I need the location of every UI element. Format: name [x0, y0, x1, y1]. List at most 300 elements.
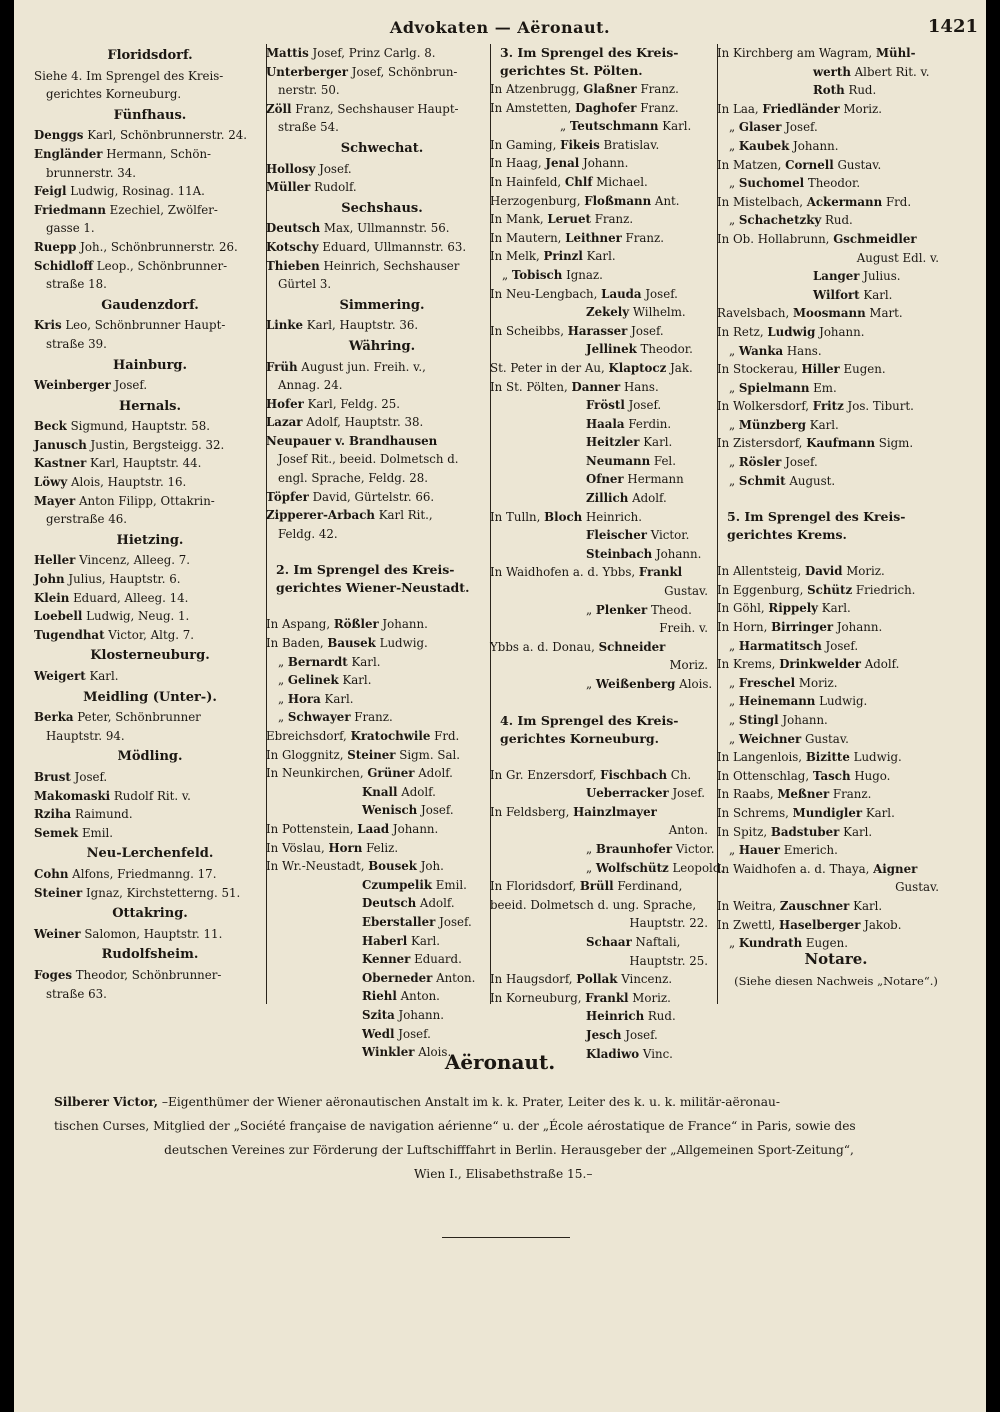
entry-text: „	[278, 673, 285, 688]
entry-text: Karl.	[821, 601, 851, 616]
entry-text: Eduard, Ullmannstr. 63.	[322, 239, 467, 254]
entry-text: Karl, Hauptstr. 36.	[306, 318, 419, 333]
directory-page	[14, 0, 986, 1412]
notare-heading: Notare.	[804, 950, 868, 968]
entry-text: Karl.	[342, 673, 372, 688]
directory-entry	[34, 570, 266, 589]
directory-entry	[34, 182, 266, 201]
entry-text: „	[729, 638, 736, 653]
directory-entry	[717, 637, 945, 656]
directory-entry	[34, 376, 266, 395]
entry-text: Gürtel 3.	[278, 277, 332, 292]
directory-entry	[266, 525, 498, 544]
section-heading: Simmering.	[339, 297, 425, 313]
entry-name: Suchomel	[738, 176, 805, 191]
entry-name: Langer	[813, 269, 860, 284]
entry-name: Semek	[34, 825, 79, 840]
directory-entry	[34, 824, 266, 843]
entry-text: In Ob. Hollabrunn,	[717, 231, 830, 246]
entry-name: Glaßner	[583, 82, 637, 96]
directory-entry	[490, 470, 714, 489]
entry-text: Adolf.	[864, 657, 900, 672]
entry-text: August jun. Freih. v.,	[301, 359, 426, 374]
entry-text: Moriz.	[632, 990, 671, 1005]
directory-entry	[266, 727, 498, 746]
section-heading: Währing.	[348, 338, 416, 354]
entry-text: In Haag,	[490, 156, 542, 171]
entry-name: Janusch	[34, 437, 87, 452]
entry-text: In Baden,	[266, 636, 324, 651]
entry-name: Heitzler	[586, 435, 640, 450]
entry-name: Feigl	[34, 184, 67, 199]
directory-entry	[490, 563, 714, 582]
directory-entry	[34, 257, 266, 276]
entry-name: Rösler	[738, 455, 782, 470]
entry-name: Weißenberg	[595, 677, 676, 691]
entry-text: Karl.	[643, 435, 673, 450]
directory-entry	[490, 266, 714, 285]
entry-name: Gelinek	[287, 673, 339, 688]
entry-text: In Horn,	[717, 620, 768, 635]
entry-text: August.	[789, 473, 836, 488]
entry-name: Glaser	[738, 120, 782, 135]
entry-text: In St. Pölten,	[490, 379, 568, 394]
directory-entry	[490, 896, 714, 915]
directory-entry	[717, 323, 945, 342]
entry-text: Adolf.	[401, 784, 436, 799]
entry-name: Frankl	[638, 565, 683, 580]
directory-entry	[266, 615, 498, 634]
entry-text: Karl.	[586, 249, 616, 264]
column-2	[266, 44, 498, 1062]
entry-name: Birringer	[771, 620, 834, 635]
entry-text: Josef.	[74, 769, 108, 784]
entry-text: Karl.	[809, 417, 839, 432]
entry-name: Kladiwo	[586, 1046, 640, 1061]
directory-entry	[490, 859, 725, 878]
directory-entry	[717, 156, 945, 175]
entry-name: Czumpelik	[362, 877, 433, 892]
entry-text: In Göhl,	[717, 601, 765, 616]
directory-entry	[490, 675, 714, 694]
entry-name: Stingl	[738, 713, 779, 727]
entry-text: gerichtes Korneuburg.	[46, 87, 182, 102]
directory-entry	[34, 865, 266, 884]
entry-name: Grüner	[367, 766, 415, 781]
entry-text: Josef.	[114, 378, 148, 393]
entry-text: Peter, Schönbrunner	[77, 710, 201, 725]
entry-name: Beck	[34, 419, 67, 434]
entry-name: Schütz	[807, 582, 853, 597]
entry-text: Karl, Hauptstr. 44.	[90, 456, 202, 471]
entry-text: In Schrems,	[717, 805, 789, 820]
entry-name: Wilfort	[813, 287, 860, 302]
directory-entry	[490, 803, 714, 822]
entry-text: In Atzenbrugg,	[490, 82, 580, 96]
directory-entry	[266, 413, 498, 432]
entry-text: August Edl. v.	[856, 250, 939, 265]
entry-text: Sigmund, Hauptstr. 58.	[70, 419, 211, 434]
entry-text: Josef.	[825, 638, 859, 653]
directory-entry	[490, 173, 714, 192]
page-title: Advokaten — Aëronaut.	[389, 18, 611, 37]
entry-text: Joh., Schönbrunnerstr. 26.	[80, 239, 238, 254]
directory-entry	[266, 932, 498, 951]
entry-text: In Hainfeld,	[490, 174, 562, 189]
entry-text: Ludwig, Neug. 1.	[86, 609, 190, 624]
entry-text: Moriz.	[798, 675, 838, 690]
entry-name: Bloch	[544, 509, 583, 524]
directory-entry	[717, 767, 945, 786]
entry-text: Hauptstr. 25.	[629, 953, 708, 968]
entry-name: Moosmann	[792, 306, 866, 321]
entry-name: Cornell	[785, 157, 834, 172]
entry-text: In Langenlois,	[717, 750, 803, 765]
entry-name: Früh	[266, 359, 298, 374]
aeronaut-heading: Aëronaut.	[444, 1050, 556, 1074]
entry-text: Gustav.	[895, 880, 939, 895]
entry-text: Johann.	[398, 1007, 444, 1022]
entry-name: Prinzl	[543, 249, 583, 264]
directory-entry	[266, 801, 498, 820]
directory-entry	[266, 63, 498, 82]
entry-text: Ludwig.	[819, 694, 868, 709]
entry-text: Jak.	[670, 360, 693, 375]
entry-text: St. Peter in der Au,	[490, 360, 605, 375]
entry-name: Braunhofer	[595, 841, 673, 856]
entry-name: Schidloff	[34, 258, 94, 273]
section-heading: Schwechat.	[340, 140, 424, 156]
section-heading: 4. Im Sprengel des Kreis-	[500, 712, 679, 728]
spacer	[490, 694, 714, 712]
entry-text: Karl, Feldg. 25.	[307, 396, 400, 411]
entry-text: Franz.	[832, 787, 872, 802]
entry-text: In Neunkirchen,	[266, 766, 364, 781]
directory-entry	[490, 210, 714, 229]
entry-text: Alfons, Friedmanng. 17.	[72, 866, 217, 881]
entry-text: Victor.	[675, 841, 715, 856]
directory-entry	[490, 877, 714, 896]
entry-name: David	[805, 564, 843, 579]
entry-text: Hermann, Schön-	[106, 146, 212, 161]
directory-entry	[717, 379, 945, 398]
directory-entry	[490, 1026, 714, 1045]
entry-name: Pollak	[576, 972, 618, 987]
entry-text: Rud.	[848, 83, 877, 98]
directory-entry	[717, 44, 945, 63]
entry-name: Mühl-	[875, 46, 916, 60]
entry-name: Weigert	[34, 669, 86, 683]
directory-entry	[266, 506, 498, 525]
entry-text: Heinrich.	[585, 509, 642, 524]
entry-text: In Waidhofen a. d. Ybbs,	[490, 565, 636, 580]
entry-text: Joh.	[420, 859, 444, 874]
directory-entry	[34, 768, 266, 787]
directory-entry	[717, 823, 945, 842]
entry-text: In Raabs,	[717, 787, 774, 802]
directory-entry	[266, 1025, 498, 1044]
entry-text: Josef.	[628, 398, 662, 413]
entry-text: Adolf.	[419, 896, 455, 911]
entry-text: Ignaz, Kirchstetterng. 51.	[86, 885, 241, 900]
entry-text: In Vöslau,	[266, 840, 325, 855]
directory-entry	[34, 436, 266, 455]
entry-text: Heinrich, Sechshauser	[323, 258, 460, 273]
section-heading: Gaudenzdorf.	[101, 297, 199, 313]
entry-text: „	[729, 176, 736, 191]
entry-name: Hainzlmayer	[573, 804, 657, 819]
entry-text: Raimund.	[74, 807, 133, 822]
entry-name: Neumann	[586, 453, 651, 468]
directory-entry	[490, 766, 714, 785]
entry-name: Wolfschütz	[595, 860, 669, 875]
entry-text: Karl.	[89, 669, 119, 683]
entry-name: Jenal	[545, 156, 580, 171]
directory-entry	[717, 841, 945, 860]
entry-name: Loebell	[34, 609, 83, 624]
entry-text: Johann.	[582, 156, 629, 171]
directory-entry	[490, 1007, 714, 1026]
section-heading: Hainburg.	[112, 357, 188, 373]
entry-text: „	[729, 138, 736, 153]
entry-text: In Neu-Lengbach,	[490, 286, 598, 301]
entry-text: Anton.	[668, 823, 708, 838]
column-3	[490, 44, 725, 1063]
directory-entry	[490, 229, 714, 248]
entry-text: In Retz,	[717, 324, 764, 339]
directory-entry	[490, 601, 714, 620]
directory-entry	[490, 396, 714, 415]
directory-entry	[717, 63, 945, 82]
entry-text: „	[278, 691, 285, 706]
directory-entry	[34, 787, 266, 806]
directory-entry	[34, 335, 266, 354]
entry-name: Haberl	[362, 933, 408, 948]
entry-name: Haala	[586, 416, 625, 431]
entry-name: Oberneder	[362, 970, 433, 985]
directory-entry	[490, 452, 714, 471]
entry-name: Aigner	[873, 861, 918, 876]
entry-text: In Scheibbs,	[490, 323, 564, 338]
directory-entry	[717, 249, 945, 268]
entry-text: straße 54.	[278, 120, 339, 135]
entry-text: In Eggenburg,	[717, 582, 804, 597]
directory-entry	[717, 453, 945, 472]
entry-text: Hans.	[623, 379, 659, 394]
entry-name: Teutschmann	[569, 119, 659, 134]
entry-text: Em.	[813, 380, 837, 395]
entry-text: In Weitra,	[717, 898, 777, 913]
entry-name: Laad	[357, 821, 390, 836]
entry-name: Wenisch	[362, 803, 418, 818]
entry-name: Gschmeidler	[833, 231, 917, 246]
entry-text: „	[586, 841, 593, 856]
entry-text: gasse 1.	[46, 221, 95, 236]
entry-text: Anton.	[436, 970, 476, 985]
entry-text: In Tulln,	[490, 509, 541, 524]
entry-text: Theodor.	[807, 176, 861, 191]
entry-text: „	[729, 675, 736, 690]
entry-text: Johann.	[793, 138, 839, 153]
entry-name: Berka	[34, 710, 74, 725]
directory-entry	[266, 178, 498, 197]
entry-text: engl. Sprache, Feldg. 28.	[278, 471, 429, 486]
entry-text: Ludwig.	[853, 750, 902, 765]
entry-text: „	[560, 119, 567, 134]
directory-entry	[717, 692, 945, 711]
entry-text: „	[729, 843, 736, 858]
entry-text: Emil.	[81, 825, 114, 840]
directory-entry	[266, 395, 498, 414]
directory-entry	[34, 126, 266, 145]
directory-entry	[266, 987, 498, 1006]
entry-name: Mundigler	[792, 805, 863, 820]
directory-entry	[717, 118, 945, 137]
entry-text: brunnerstr. 34.	[46, 165, 137, 180]
entry-text: Leo, Schönbrunner Haupt-	[65, 318, 226, 333]
entry-name: Roth	[813, 83, 845, 98]
aeronaut-line3: deutschen Vereines zur Förderung der Luftschifffahrt in Berlin. Herausgeber der „Allgemeinen Sport-Zeitung“,	[164, 1143, 854, 1157]
entry-name: Heinrich	[586, 1009, 645, 1024]
directory-entry	[266, 653, 498, 672]
entry-name: Ackermann	[806, 194, 883, 209]
entry-name: Fritz	[812, 399, 844, 414]
entry-text: Eduard.	[414, 952, 462, 967]
directory-entry	[266, 316, 498, 335]
directory-entry	[34, 966, 266, 985]
entry-name: Bausek	[327, 636, 376, 651]
entry-text: Hauptstr. 22.	[629, 916, 708, 931]
entry-text: In Pottenstein,	[266, 821, 354, 836]
entry-name: Kastner	[34, 456, 87, 471]
entry-name: Hofer	[266, 396, 304, 411]
entry-text: Anton.	[400, 989, 440, 1004]
entry-text: straße 39.	[46, 336, 107, 351]
directory-entry	[490, 582, 714, 601]
directory-entry	[490, 508, 714, 527]
entry-text: Franz, Sechshauser Haupt-	[295, 101, 459, 116]
entry-text: Feldg. 42.	[278, 526, 338, 541]
entry-name: Schaar	[586, 934, 632, 949]
entry-text: Rudolf.	[314, 180, 357, 195]
spacer	[717, 490, 945, 508]
directory-entry	[717, 211, 945, 230]
entry-name: Foges	[34, 967, 72, 982]
section-heading: 2. Im Sprengel des Kreis-	[276, 562, 455, 578]
entry-text: Franz.	[640, 100, 679, 115]
entry-text: David, Gürtelstr. 66.	[312, 489, 435, 504]
page-number: 1421	[927, 16, 978, 37]
directory-entry	[34, 473, 266, 492]
entry-name: Bernardt	[287, 654, 348, 669]
entry-text: Vinc.	[642, 1046, 673, 1061]
entry-text: Alois.	[418, 1045, 452, 1060]
entry-text: Ferdinand,	[617, 879, 683, 894]
directory-entry	[34, 238, 266, 257]
entry-text: Vincenz, Alleeg. 7.	[79, 553, 191, 568]
entry-text: In Krems,	[717, 657, 776, 672]
entry-text: gerstraße 46.	[46, 512, 128, 527]
entry-text: In Feldsberg,	[490, 804, 570, 819]
directory-entry	[490, 619, 714, 638]
section-heading: Neu-Lerchenfeld.	[86, 846, 214, 862]
entry-text: straße 18.	[46, 277, 107, 292]
entry-text: Josef.	[785, 120, 818, 135]
entry-text: Herzogenburg,	[490, 193, 581, 208]
section-heading: Hietzing.	[116, 532, 184, 548]
aeronaut-entry	[54, 1090, 964, 1186]
directory-entry	[490, 989, 714, 1008]
directory-entry	[34, 219, 266, 238]
entry-text: Rud.	[825, 213, 853, 228]
entry-text: In Matzen,	[717, 157, 782, 172]
directory-entry	[717, 785, 945, 804]
entry-text: „	[729, 936, 736, 951]
entry-name: Kaubek	[738, 138, 790, 153]
section-heading: gerichtes Wiener-Neustadt.	[276, 580, 470, 596]
entry-text: Ferdin.	[628, 416, 672, 431]
entry-text: Josef.	[672, 786, 706, 801]
directory-entry	[490, 247, 714, 266]
entry-name: Wedl	[362, 1026, 395, 1041]
entry-text: Josef.	[631, 323, 664, 338]
entry-name: Wanka	[738, 343, 784, 358]
entry-name: Mattis	[266, 46, 309, 60]
directory-entry	[490, 784, 714, 803]
entry-text: Karl.	[411, 933, 441, 948]
directory-entry	[490, 192, 714, 211]
section-heading: Floridsdorf.	[107, 48, 193, 63]
entry-name: Harasser	[567, 323, 628, 338]
entry-name: Deutsch	[266, 221, 321, 236]
directory-entry	[490, 359, 714, 378]
section-heading: gerichtes Krems.	[727, 527, 847, 543]
entry-name: Makomaski	[34, 788, 111, 803]
entry-text: Emerich.	[783, 843, 838, 858]
entry-text: Sigm. Sal.	[399, 747, 460, 762]
directory-entry	[266, 764, 498, 783]
entry-text: Siehe 4. Im Sprengel des Kreis-	[34, 68, 224, 83]
entry-name: Fischbach	[600, 767, 668, 782]
entry-text: beeid. Dolmetsch d. ung. Sprache,	[490, 897, 697, 912]
entry-text: In Mistelbach,	[717, 194, 803, 209]
entry-text: In Allentsteig,	[717, 564, 802, 579]
entry-name: Schmit	[738, 473, 786, 488]
entry-text: Ant.	[654, 193, 680, 208]
directory-entry	[717, 137, 945, 156]
entry-name: Kaufmann	[806, 436, 876, 451]
entry-text: In Wolkersdorf,	[717, 399, 810, 414]
entry-name: Kratochwile	[350, 729, 431, 743]
entry-name: Weinberger	[34, 378, 111, 393]
entry-name: Leithner	[565, 230, 622, 245]
entry-name: Klaptocz	[608, 360, 667, 375]
entry-text: Fel.	[653, 453, 676, 468]
entry-name: Brust	[34, 769, 71, 784]
aeronaut-line1: –Eigenthümer der Wiener aëronautischen Anstalt im k. k. Prater, Leiter des k. u. k. militär-aëronau-	[161, 1095, 780, 1109]
entry-name: Brüll	[579, 879, 614, 894]
entry-name: Rippely	[768, 601, 819, 616]
entry-text: Adolf.	[632, 491, 667, 506]
entry-name: Bousek	[368, 859, 417, 874]
page-header	[14, 12, 986, 42]
section-heading: Mödling.	[117, 749, 183, 765]
entry-text: In Waidhofen a. d. Thaya,	[717, 861, 870, 876]
entry-name: Riehl	[362, 989, 397, 1004]
entry-name: Hiller	[801, 362, 840, 377]
section-heading: Ottakring.	[112, 906, 188, 922]
entry-name: Kris	[34, 318, 62, 333]
